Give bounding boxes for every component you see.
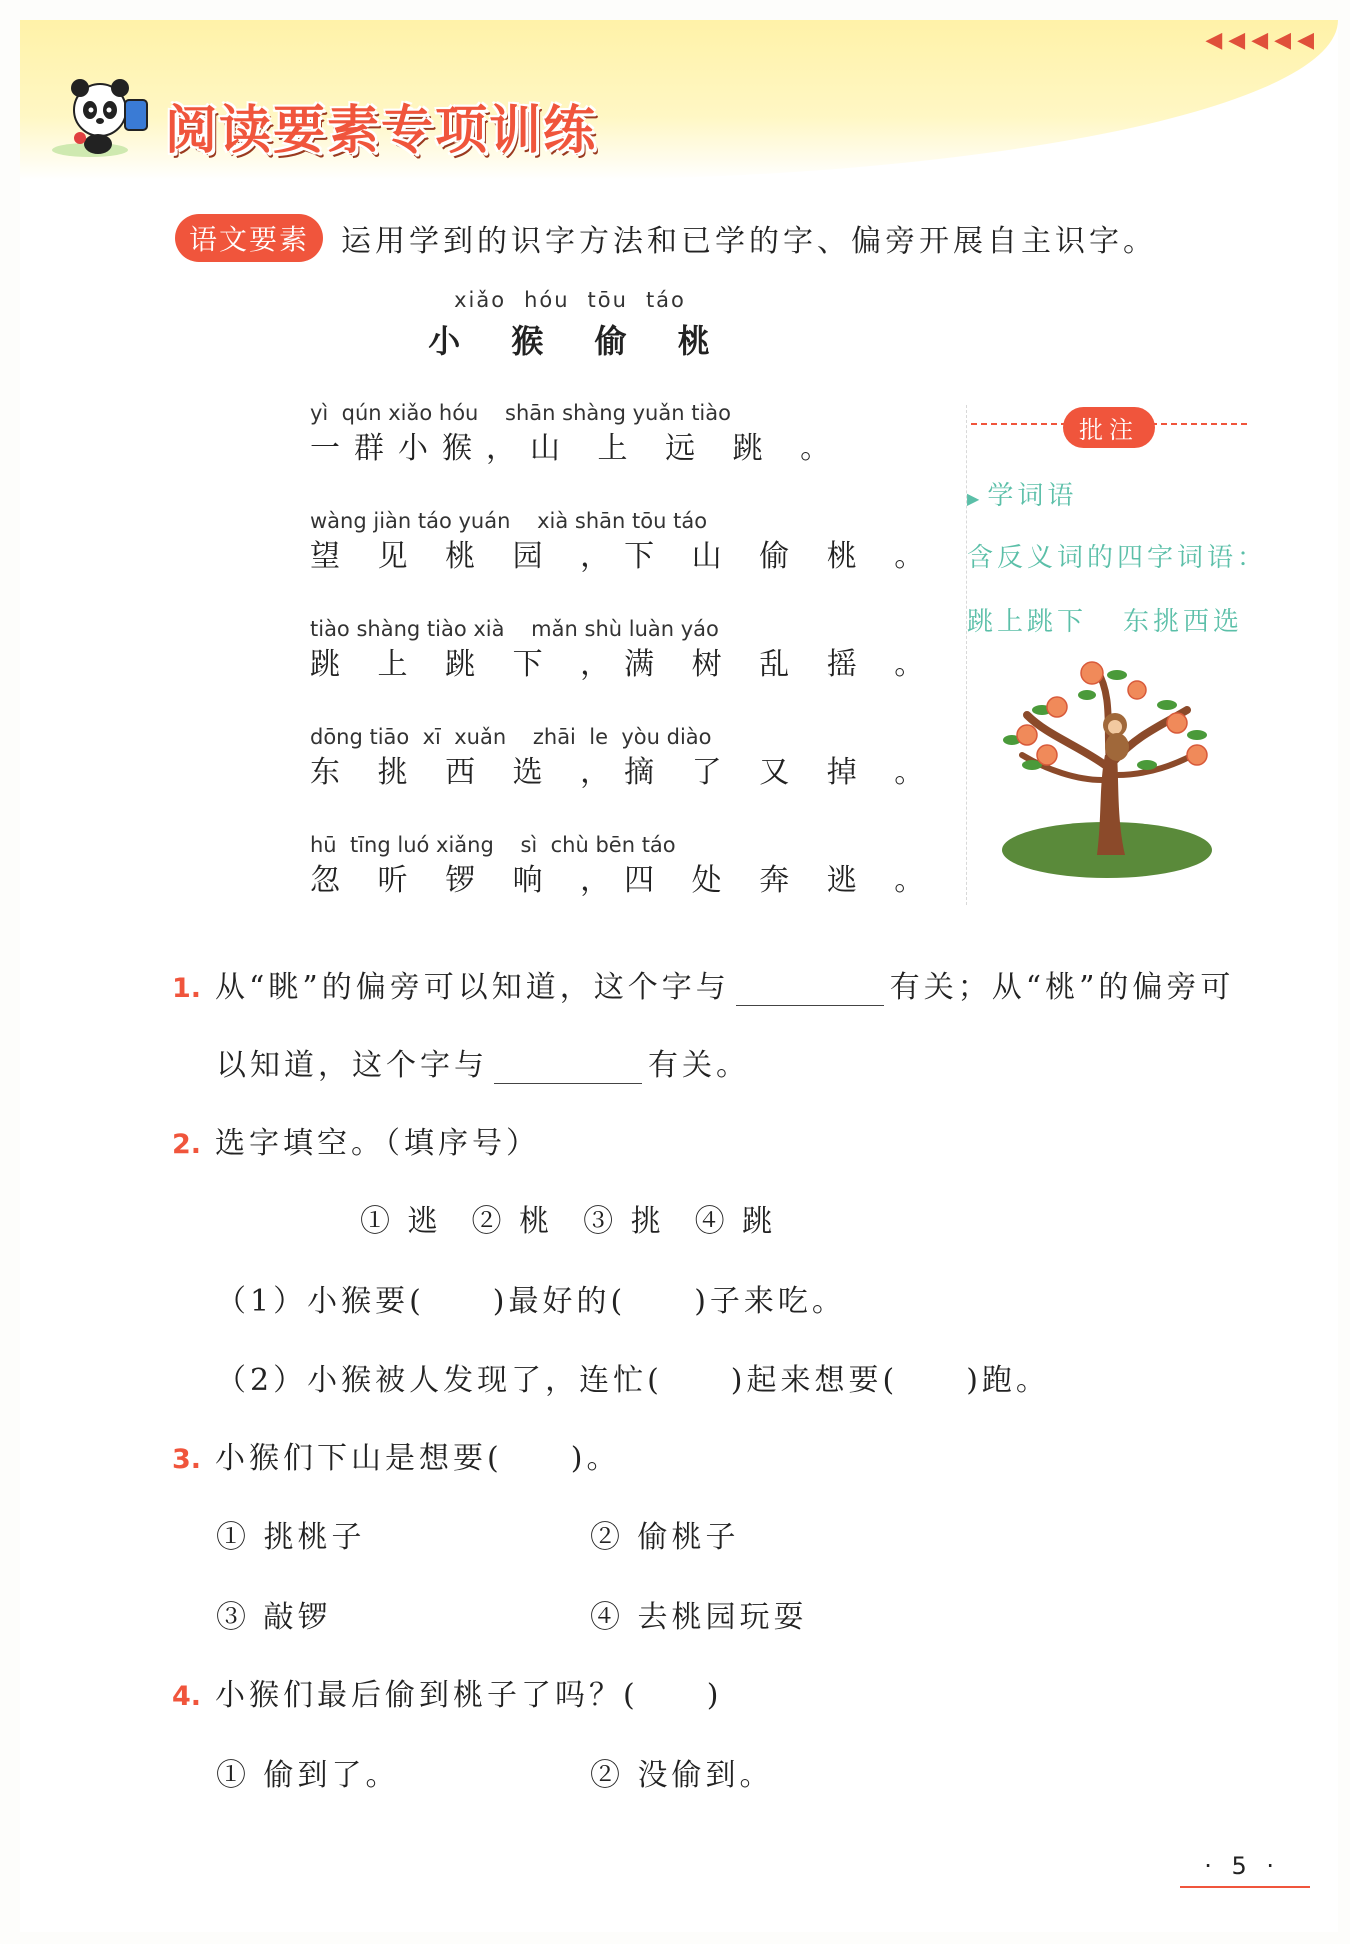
annotation-sidebar [966,405,1268,905]
sidebar-heading-text: 学词语 [987,481,1078,511]
pinyin-syllable: hóu [524,288,570,312]
poem-line-pinyin: tiào shàng tiào xià mǎn shù luàn yáo [310,617,719,641]
answer-blank[interactable] [736,975,884,1006]
question-1-continued [216,1040,750,1084]
answer-option[interactable]: ① 挑桃子 [216,1520,366,1555]
vocab-word: 跳上跳下 [967,607,1088,637]
question-text: 小猴们最后偷到桃子了吗？( ) [215,1678,723,1713]
annotation-badge: 批注 [1063,407,1155,448]
choice-option: ① 逃 [360,1204,442,1239]
answer-option[interactable]: ④ 去桃园玩耍 [590,1600,808,1635]
poem-line-pinyin: hū tīng luó xiǎng sì chù bēn táo [310,833,676,857]
poem [310,288,939,898]
question-4[interactable] [172,1670,722,1714]
pinyin-syllable: tōu [587,288,628,312]
choice-option: ③ 挑 [583,1204,665,1239]
pinyin-syllable: xiǎo [454,288,507,312]
question-text: 选字填空。（填序号） [215,1126,541,1161]
question-text: 从“眺”的偏旁可以知道，这个字与 [215,970,730,1005]
poem-line-text: 一群小猴，山 上 远 跳 。 [310,431,845,466]
peach-tree-monkey-illustration [987,655,1237,885]
question-text: 小猴们下山是想要( )。 [215,1441,621,1476]
arrow-decoration: ◀◀◀◀◀ [1205,28,1320,53]
question-2 [172,1118,540,1162]
answer-option[interactable]: ① 偷到了。 [216,1758,400,1793]
page-title: 阅读要素专项训练 [165,101,598,161]
poem-line-text: 望 见 桃 园 ，下 山 偷 桃 。 [310,539,939,574]
poem-line [310,506,939,578]
poem-line-text: 忽 听 锣 响 ，四 处 奔 逃 。 [310,863,939,898]
question-2-sub-2[interactable]: （2）小猴被人发现了，连忙( )起来想要( )跑。 [216,1363,1050,1398]
question-number: 4. [172,1681,202,1712]
sidebar-words [967,601,1279,638]
vocab-word: 东挑西选 [1123,607,1244,637]
answer-option[interactable]: ② 偷桃子 [590,1520,740,1555]
answer-option[interactable]: ② 没偷到。 [590,1758,774,1793]
question-1 [172,962,1234,1006]
page-number-underline [1180,1886,1310,1888]
poem-line [310,830,939,902]
poem-title-pinyin [310,288,830,312]
panda-mascot-icon [40,70,160,160]
choice-option: ④ 跳 [694,1204,777,1239]
learning-goal [175,214,1157,262]
question-2-sub-1[interactable]: （1）小猴要( )最好的( )子来吃。 [216,1284,846,1319]
poem-line-text: 东 挑 西 选 ，摘 了 又 掉 。 [310,755,939,790]
poem-line-pinyin: dōng tiāo xī xuǎn zhāi le yòu diào [310,725,712,749]
goal-text: 运用学到的识字方法和已学的字、偏旁开展自主识字。 [341,224,1158,259]
question-number: 2. [172,1129,202,1160]
question-text: 以知道，这个字与 [216,1048,488,1083]
answer-option[interactable]: ③ 敲锣 [216,1600,332,1635]
page-number: · 5 · [1204,1852,1280,1880]
sidebar-description: 含反义词的四字词语： [967,543,1268,573]
triangle-icon: ▶ [967,489,984,508]
character-choices [360,1196,806,1240]
poem-line-pinyin: wàng jiàn táo yuán xià shān tōu táo [310,509,708,533]
poem-line [310,614,939,686]
question-number: 3. [172,1444,202,1475]
poem-line [310,722,939,794]
poem-line-pinyin: yì qún xiǎo hóu shān shàng yuǎn tiào [310,401,731,425]
poem-line [310,398,850,470]
question-text: 有关；从“桃”的偏旁可 [889,970,1235,1005]
pinyin-syllable: táo [645,288,686,312]
question-number: 1. [172,973,202,1004]
question-text: 有关。 [648,1048,750,1083]
answer-blank[interactable] [494,1053,642,1084]
poem-line-text: 跳 上 跳 下 ，满 树 乱 摇 。 [310,647,939,682]
sidebar-heading [967,475,1077,512]
choice-option: ② 桃 [471,1204,554,1239]
poem-title: 小 猴 偷 桃 [428,322,730,360]
question-3[interactable] [172,1433,620,1477]
goal-badge: 语文要素 [175,214,323,262]
